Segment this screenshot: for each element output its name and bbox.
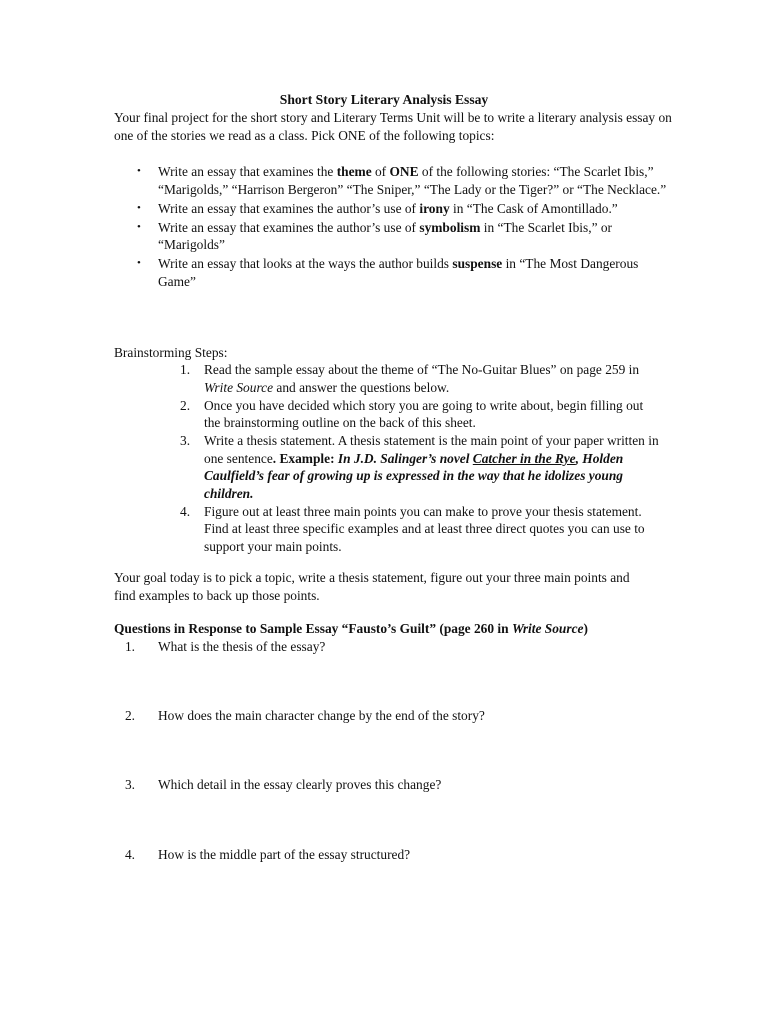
bullet-icon: • (137, 165, 141, 177)
topic-text: Write an essay that looks at the ways the author builds (158, 256, 453, 271)
step-number: 1. (180, 362, 191, 377)
topic-item-theme (114, 163, 674, 198)
topic-item-suspense (114, 255, 674, 290)
question-text: Which detail in the essay clearly proves this change? (158, 777, 442, 792)
topic-text: in “The Cask of Amontillado.” (449, 200, 618, 216)
step-number: 3. (180, 433, 191, 448)
topic-list (114, 163, 674, 292)
bullet-icon: • (137, 257, 141, 269)
question-item (114, 707, 614, 725)
step-text: Figure out at least three main points you can make to prove your thesis statement. Find at least three specific examples and at least three direct quotes you can use to support your main points. (204, 503, 645, 554)
topic-text: of the following stories: “The Scarlet Ibis,” “Marigolds,” “Harrison Bergeron” “The Sniper,” “The Lady or the Tiger?” or “The Necklace.” (158, 164, 667, 197)
topic-text: of (371, 164, 390, 179)
topic-text: in “The Most Dangerous Game” (158, 256, 639, 289)
step-text: Once you have decided which story you are going to write about, begin filling out the brainstorming outline on the back of this sheet. (204, 397, 644, 430)
question-number: 3. (124, 777, 135, 792)
step-item (180, 432, 660, 502)
question-text: What is the thesis of the essay? (158, 639, 326, 654)
brainstorming-label: Brainstorming Steps: (114, 345, 228, 360)
topic-text: Write an essay that examines the author’s use of (158, 200, 420, 216)
topic-item-irony (114, 200, 674, 218)
page-title: Short Story Literary Analysis Essay (279, 92, 489, 107)
example-label: . Example: (272, 450, 338, 466)
brainstorming-steps (180, 361, 660, 556)
bullet-icon: • (137, 201, 141, 214)
question-number: 4. (124, 847, 135, 862)
question-text: How is the middle part of the essay structured? (158, 847, 411, 862)
step-item (180, 397, 660, 432)
step-item (180, 361, 660, 396)
topic-term: ONE (389, 164, 419, 179)
step-text: Write a thesis statement. A thesis statement is the main point of your paper written in one sentence (204, 433, 659, 466)
topic-item-symbolism (114, 219, 674, 254)
intro-paragraph: Your final project for the short story and Literary Terms Unit will be to write a literary analysis essay on one of the stories we read as a class. Pick ONE of the following topics: (114, 110, 672, 143)
question-item (114, 638, 614, 656)
topic-term: suspense (452, 256, 503, 271)
step-item (180, 503, 660, 556)
questions-heading (114, 620, 674, 638)
question-item (114, 846, 614, 864)
example-text: , Holden Caulfield’s fear of growing up is expressed in the way that he idolizes young children. (204, 450, 624, 501)
question-number: 1. (124, 639, 135, 654)
book-title: Write Source (511, 621, 584, 636)
step-text: Read the sample essay about the theme of “The No-Guitar Blues” on page 259 in (204, 362, 640, 377)
book-title: Write Source (204, 379, 274, 395)
example-text: In J.D. Salinger’s novel (337, 450, 473, 466)
question-item (114, 776, 614, 794)
topic-term: symbolism (419, 219, 481, 235)
bullet-icon: • (137, 220, 141, 233)
step-text: and answer the questions below. (273, 379, 450, 395)
topic-term: theme (336, 164, 372, 179)
topic-text: in “The Scarlet Ibis,” or “Marigolds” (158, 219, 613, 252)
step-number: 4. (180, 503, 191, 519)
topic-term: irony (419, 200, 450, 216)
questions-heading-text: Questions in Response to Sample Essay “Fausto’s Guilt” (page 260 in (114, 621, 512, 636)
step-number: 2. (180, 397, 191, 413)
questions-heading-text: ) (583, 621, 588, 636)
question-text: How does the main character change by the end of the story? (158, 708, 485, 723)
topic-text: Write an essay that examines the author’s use of (158, 219, 420, 235)
topic-text: Write an essay that examines the (158, 164, 337, 179)
goal-paragraph: Your goal today is to pick a topic, write a thesis statement, figure out your three main points and find examples to back up those points. (114, 570, 630, 603)
question-number: 2. (124, 708, 135, 723)
novel-title: Catcher in the Rye (472, 450, 576, 466)
